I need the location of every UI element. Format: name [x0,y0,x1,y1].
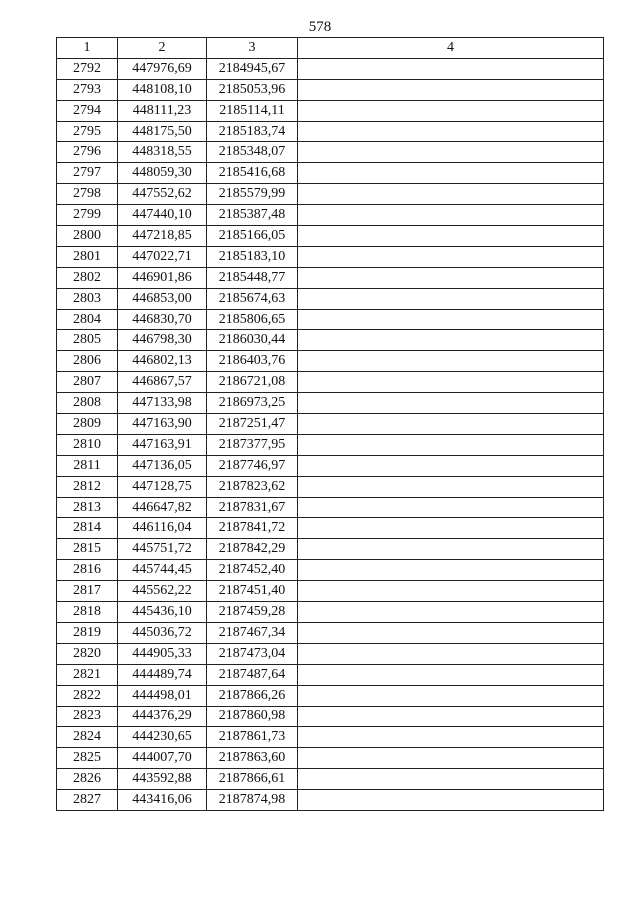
column-header: 1 [57,38,118,59]
table-row [57,685,604,706]
table-cell [298,685,604,706]
table-row [57,184,604,205]
table-cell: 447128,75 [118,476,207,497]
table-cell: 2185674,63 [207,288,298,309]
table-cell: 446901,86 [118,267,207,288]
table-row [57,455,604,476]
table-cell: 2806 [57,351,118,372]
table-cell: 2807 [57,372,118,393]
table-cell: 2815 [57,539,118,560]
table-row [57,100,604,121]
table-cell [298,455,604,476]
table-cell: 447552,62 [118,184,207,205]
table-cell: 448318,55 [118,142,207,163]
table-cell: 2185387,48 [207,205,298,226]
table-cell: 2187377,95 [207,434,298,455]
table-row [57,351,604,372]
table-cell: 2800 [57,226,118,247]
table-cell: 2797 [57,163,118,184]
table-cell [298,518,604,539]
table-cell: 2794 [57,100,118,121]
table-cell: 2801 [57,246,118,267]
table-cell: 446830,70 [118,309,207,330]
table-cell: 2799 [57,205,118,226]
table-cell: 2187467,34 [207,622,298,643]
table-cell [298,393,604,414]
table-cell [298,309,604,330]
table-row [57,476,604,497]
table-cell [298,142,604,163]
table-cell: 447133,98 [118,393,207,414]
table-row [57,414,604,435]
table-cell [298,372,604,393]
table-cell: 2185348,07 [207,142,298,163]
table-cell [298,769,604,790]
table-cell [298,476,604,497]
table-row [57,434,604,455]
table-cell: 2185579,99 [207,184,298,205]
table-cell [298,622,604,643]
table-cell: 2185053,96 [207,79,298,100]
table-cell: 2809 [57,414,118,435]
table-cell: 447163,90 [118,414,207,435]
table-cell [298,664,604,685]
table-cell: 2802 [57,267,118,288]
table-body [57,58,604,810]
table-cell: 445036,72 [118,622,207,643]
table-cell [298,748,604,769]
table-row [57,393,604,414]
table-row [57,539,604,560]
table-cell: 2825 [57,748,118,769]
table-cell: 447440,10 [118,205,207,226]
table-cell [298,100,604,121]
table-cell [298,226,604,247]
table-header-row [57,38,604,59]
table-cell [298,246,604,267]
table-cell [298,539,604,560]
table-row [57,581,604,602]
table-cell: 2187841,72 [207,518,298,539]
table-cell: 2826 [57,769,118,790]
table-cell: 446647,82 [118,497,207,518]
table-cell: 445436,10 [118,602,207,623]
table-row [57,121,604,142]
table-row [57,309,604,330]
table-row [57,226,604,247]
table-cell: 443592,88 [118,769,207,790]
table-row [57,664,604,685]
table-cell: 446853,00 [118,288,207,309]
table-cell: 2798 [57,184,118,205]
table-cell: 2185183,10 [207,246,298,267]
table-row [57,372,604,393]
table-row [57,790,604,811]
table-cell: 2792 [57,58,118,79]
table-cell: 2187866,61 [207,769,298,790]
table-row [57,602,604,623]
column-header: 2 [118,38,207,59]
table-cell: 2187874,98 [207,790,298,811]
table-cell: 2187746,97 [207,455,298,476]
table-cell: 446798,30 [118,330,207,351]
table-cell: 2827 [57,790,118,811]
table-cell [298,790,604,811]
table-cell: 448175,50 [118,121,207,142]
table-row [57,769,604,790]
column-header: 4 [298,38,604,59]
table-cell: 2813 [57,497,118,518]
table-row [57,246,604,267]
table-cell [298,79,604,100]
table-cell: 2808 [57,393,118,414]
table-cell: 2187452,40 [207,560,298,581]
table-cell: 2824 [57,727,118,748]
table-cell [298,581,604,602]
table-cell [298,497,604,518]
table-cell [298,643,604,664]
table-cell: 2817 [57,581,118,602]
table-cell [298,351,604,372]
table-cell: 2187842,29 [207,539,298,560]
table-cell: 2810 [57,434,118,455]
table-cell: 2187831,67 [207,497,298,518]
table-cell: 443416,06 [118,790,207,811]
table-cell: 446116,04 [118,518,207,539]
table-cell: 2186721,08 [207,372,298,393]
table-cell: 2184945,67 [207,58,298,79]
table-row [57,163,604,184]
table-row [57,518,604,539]
table-cell: 444905,33 [118,643,207,664]
table-cell [298,706,604,727]
table-cell: 448111,23 [118,100,207,121]
table-cell [298,184,604,205]
table-row [57,748,604,769]
table-cell: 2187866,26 [207,685,298,706]
table-row [57,560,604,581]
table-cell: 444230,65 [118,727,207,748]
table-cell [298,58,604,79]
table-cell: 444007,70 [118,748,207,769]
table-cell: 2818 [57,602,118,623]
table-row [57,706,604,727]
table-cell: 444489,74 [118,664,207,685]
table-row [57,142,604,163]
table-cell: 2820 [57,643,118,664]
table-cell: 2803 [57,288,118,309]
column-header: 3 [207,38,298,59]
table-cell: 2186030,44 [207,330,298,351]
table-row [57,288,604,309]
table-cell: 447163,91 [118,434,207,455]
table-cell: 2823 [57,706,118,727]
table-cell [298,267,604,288]
table-cell: 2186973,25 [207,393,298,414]
table-cell: 447136,05 [118,455,207,476]
table-cell: 2187451,40 [207,581,298,602]
table-cell: 2187251,47 [207,414,298,435]
table-cell: 2185416,68 [207,163,298,184]
table-cell: 444498,01 [118,685,207,706]
table-cell: 444376,29 [118,706,207,727]
table-cell: 445751,72 [118,539,207,560]
table-cell [298,205,604,226]
table-cell [298,414,604,435]
table-cell [298,121,604,142]
table-cell: 446802,13 [118,351,207,372]
table-cell: 2187487,64 [207,664,298,685]
table-cell: 448059,30 [118,163,207,184]
table-cell: 2187459,28 [207,602,298,623]
table-cell: 2816 [57,560,118,581]
table-cell: 2795 [57,121,118,142]
page-number: 578 [308,19,332,35]
table-row [57,79,604,100]
table-cell: 2187473,04 [207,643,298,664]
table-cell [298,602,604,623]
table-row [57,267,604,288]
table-cell: 447022,71 [118,246,207,267]
table-cell: 2814 [57,518,118,539]
table-cell [298,288,604,309]
table-row [57,727,604,748]
table-cell: 2185183,74 [207,121,298,142]
table-cell: 2821 [57,664,118,685]
table-cell: 2822 [57,685,118,706]
table-row [57,622,604,643]
table-row [57,330,604,351]
table-cell: 445562,22 [118,581,207,602]
table-cell [298,727,604,748]
table-cell [298,434,604,455]
table-cell: 2819 [57,622,118,643]
table-row [57,58,604,79]
table-cell: 2185166,05 [207,226,298,247]
table-cell: 2185448,77 [207,267,298,288]
table-cell: 2187863,60 [207,748,298,769]
table-cell: 448108,10 [118,79,207,100]
table-cell: 2793 [57,79,118,100]
table-cell: 2187823,62 [207,476,298,497]
table-cell [298,330,604,351]
table-cell: 2812 [57,476,118,497]
table-cell: 447218,85 [118,226,207,247]
table-cell: 2804 [57,309,118,330]
table-cell: 2187861,73 [207,727,298,748]
table-cell: 2187860,98 [207,706,298,727]
table-cell: 446867,57 [118,372,207,393]
table-cell: 2185806,65 [207,309,298,330]
table-cell: 2186403,76 [207,351,298,372]
table-cell [298,163,604,184]
table-cell: 447976,69 [118,58,207,79]
table-cell: 2796 [57,142,118,163]
table-row [57,497,604,518]
table-cell: 2185114,11 [207,100,298,121]
table-row [57,643,604,664]
table-row [57,205,604,226]
table-cell: 2805 [57,330,118,351]
table-cell: 445744,45 [118,560,207,581]
table-cell [298,560,604,581]
coordinates-table [56,37,604,811]
table-cell: 2811 [57,455,118,476]
